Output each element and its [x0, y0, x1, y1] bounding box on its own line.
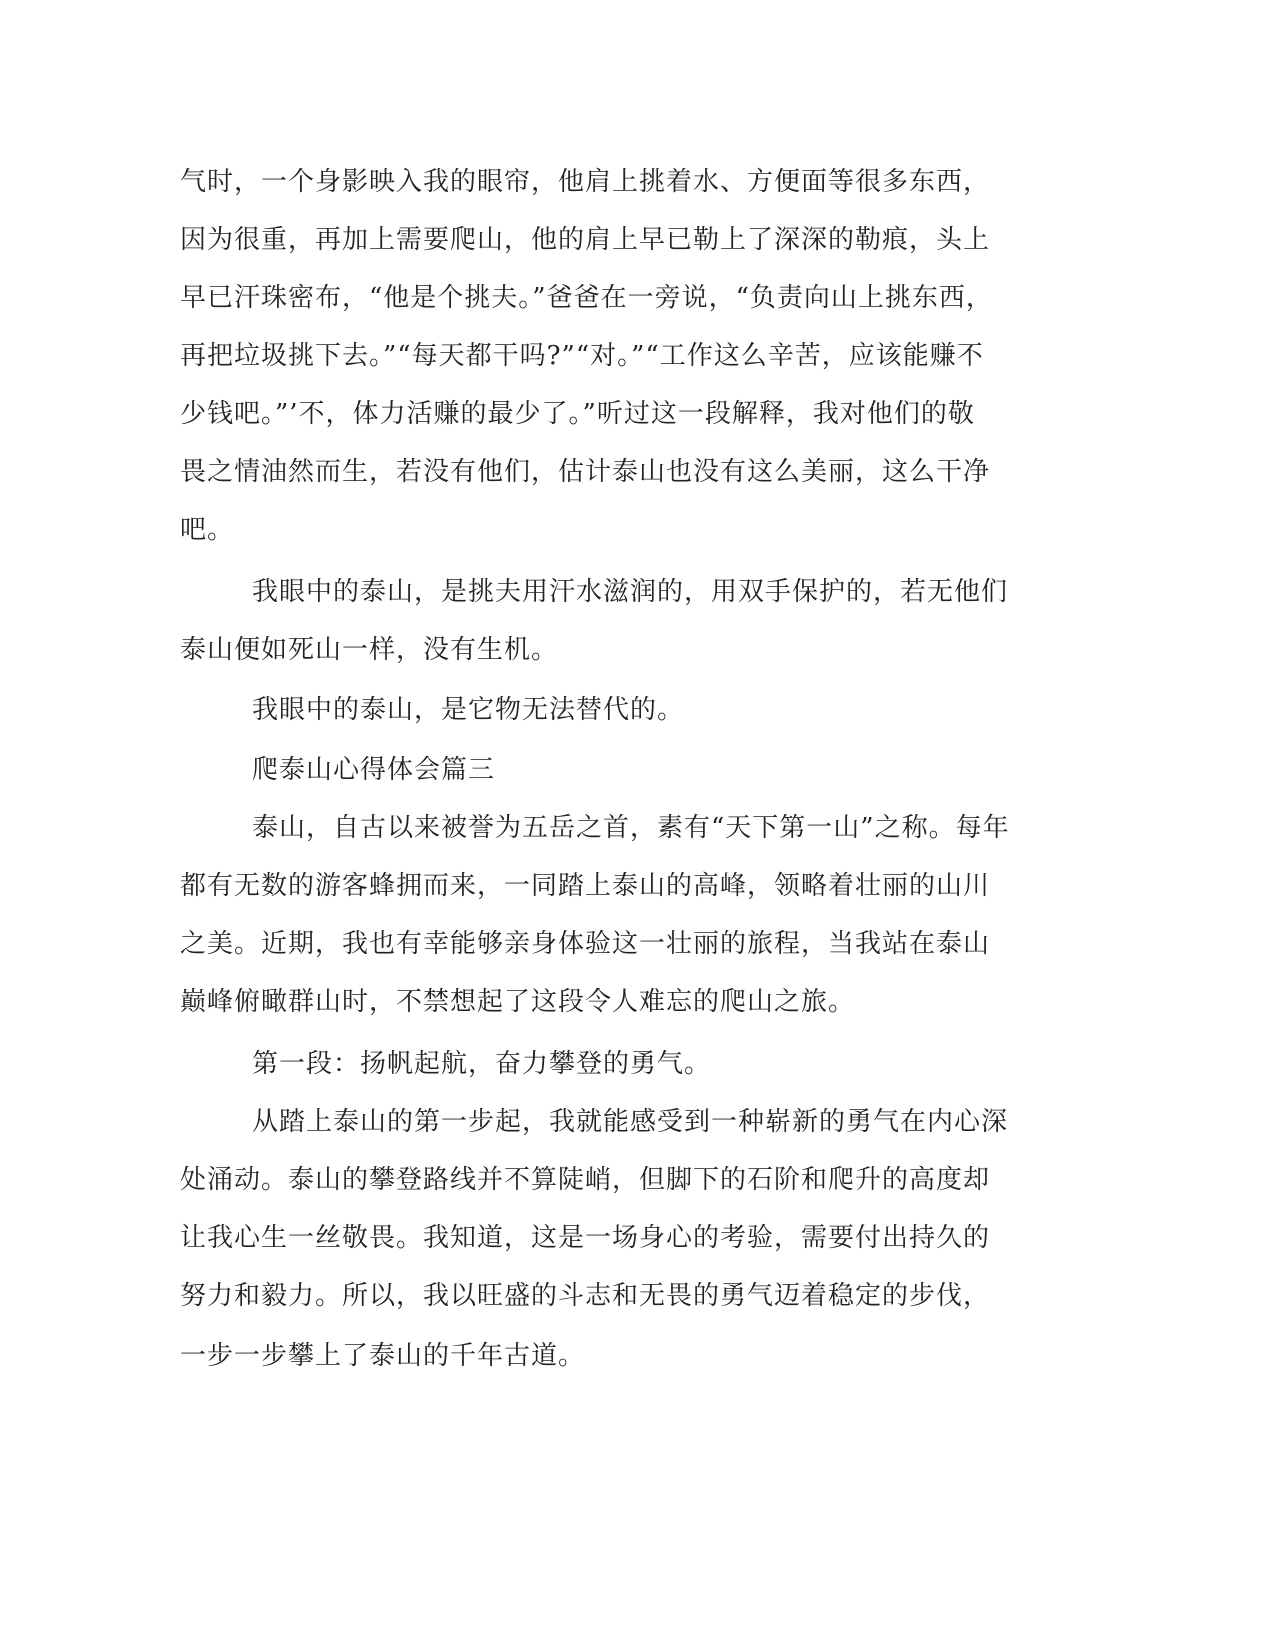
paragraph-line: 我眼中的泰山，是挑夫用汗水滋润的，用双手保护的，若无他们: [252, 577, 1009, 607]
paragraph-line: 让我心生一丝敬畏。我知道，这是一场身心的考验，需要付出持久的: [180, 1223, 991, 1253]
paragraph-line: 再把垃圾挑下去。”“每天都干吗?”“对。”“工作这么辛苦，应该能赚不: [180, 341, 984, 371]
paragraph-line: 第一段：扬帆起航，奋力攀登的勇气。: [252, 1049, 712, 1079]
paragraph-line: 巅峰俯瞰群山时，不禁想起了这段令人难忘的爬山之旅。: [180, 987, 856, 1017]
paragraph-line: 处涌动。泰山的攀登路线并不算陡峭，但脚下的石阶和爬升的高度却: [180, 1165, 991, 1195]
paragraph-line: 从踏上泰山的第一步起，我就能感受到一种崭新的勇气在内心深: [252, 1107, 1009, 1137]
paragraph-line: 早已汗珠密布，“他是个挑夫。”爸爸在一旁说，“负责向山上挑东西，: [180, 283, 993, 313]
paragraph-line: 一步一步攀上了泰山的千年古道。: [180, 1341, 586, 1371]
paragraph-line: 少钱吧。”’不，体力活赚的最少了。”听过这一段解释，我对他们的敬: [180, 399, 975, 429]
paragraph-line: 吧。: [180, 515, 235, 545]
paragraph-line: 畏之情油然而生，若没有他们，估计泰山也没有这么美丽，这么干净: [180, 457, 991, 487]
paragraph-line: 都有无数的游客蜂拥而来，一同踏上泰山的高峰，领略着壮丽的山川: [180, 871, 991, 901]
paragraph-line: 泰山便如死山一样，没有生机。: [180, 635, 559, 665]
paragraph-line: 气时，一个身影映入我的眼帘，他肩上挑着水、方便面等很多东西，: [180, 167, 991, 197]
paragraph-line: 我眼中的泰山，是它物无法替代的。: [252, 695, 685, 725]
paragraph-line: 努力和毅力。所以，我以旺盛的斗志和无畏的勇气迈着稳定的步伐，: [180, 1281, 991, 1311]
paragraph-line: 之美。近期，我也有幸能够亲身体验这一壮丽的旅程，当我站在泰山: [180, 929, 991, 959]
section-heading: 爬泰山心得体会篇三: [252, 755, 496, 785]
paragraph-line: 泰山，自古以来被誉为五岳之首，素有“天下第一山”之称。每年: [252, 813, 1010, 843]
paragraph-line: 因为很重，再加上需要爬山，他的肩上早已勒上了深深的勒痕，头上: [180, 225, 991, 255]
